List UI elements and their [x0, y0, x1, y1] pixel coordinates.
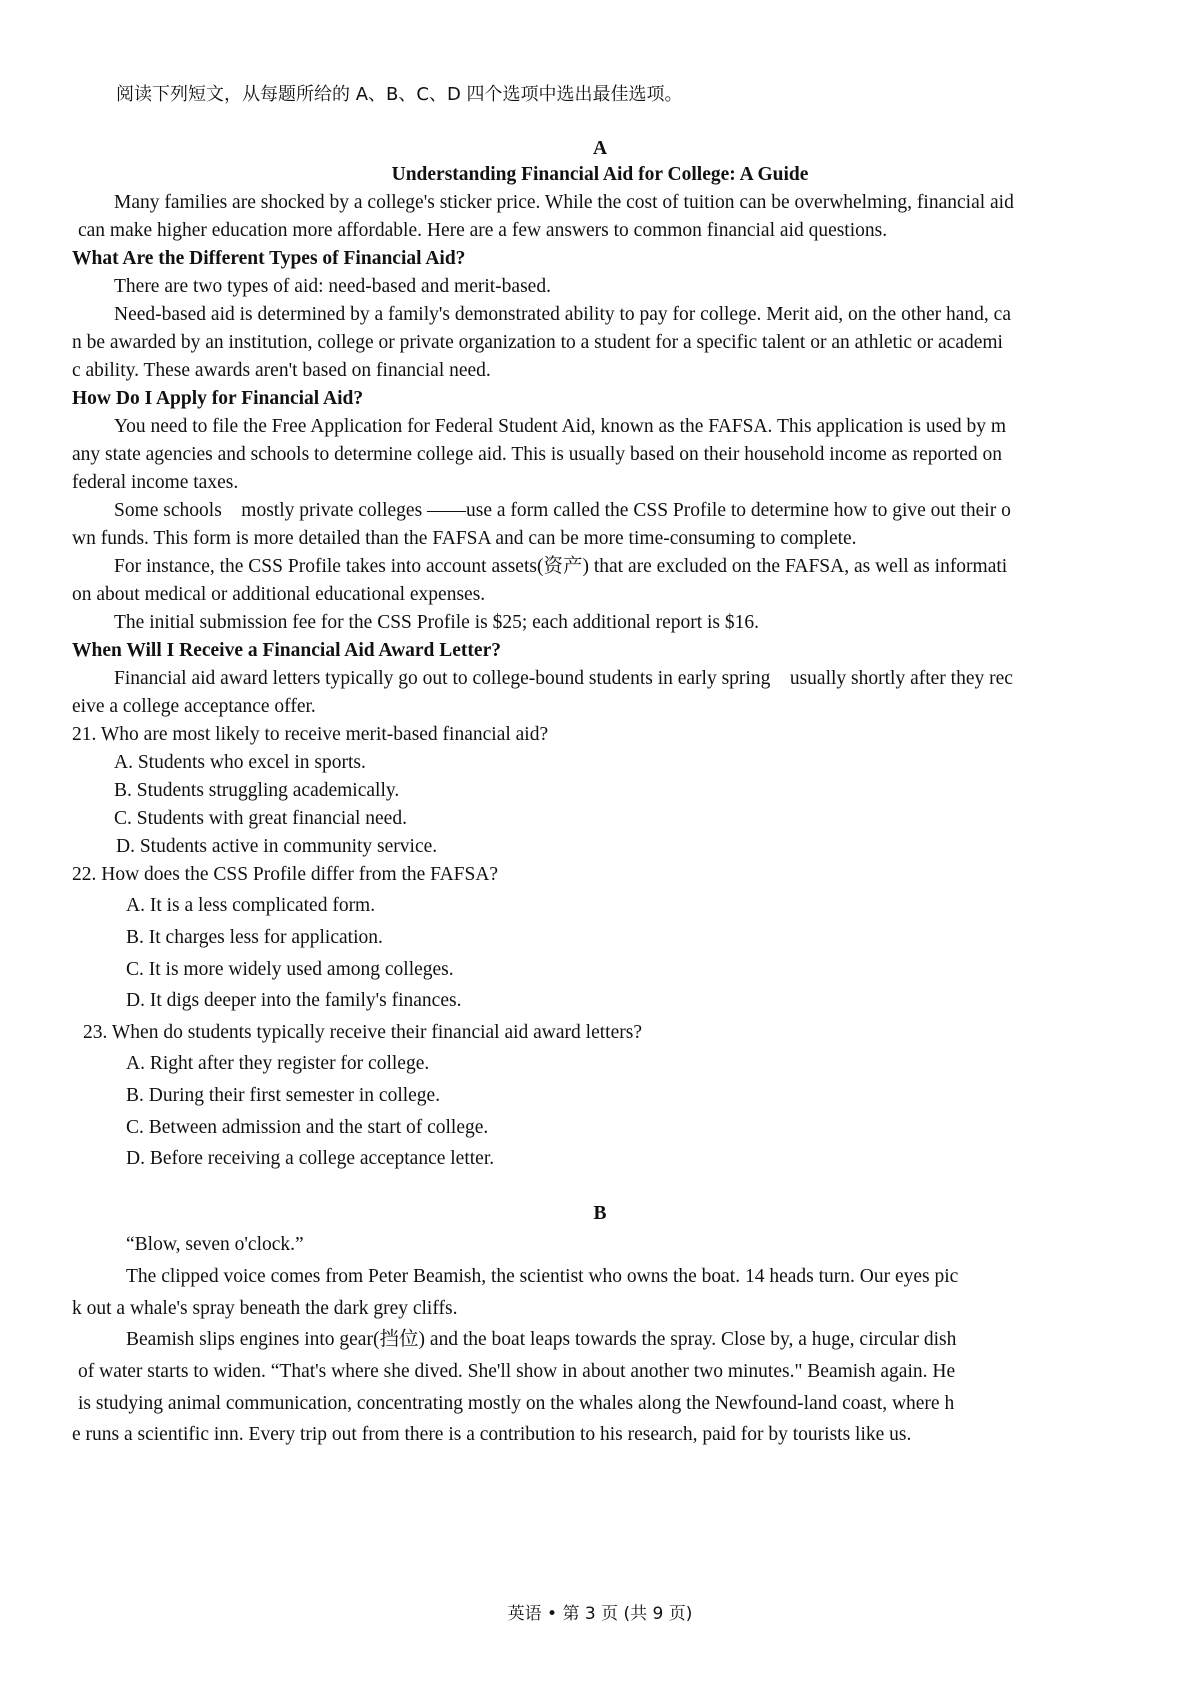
- paragraph-award-2: eive a college acceptance offer.: [72, 696, 316, 717]
- paragraph-fee: The initial submission fee for the CSS Profile is $25; each additional report is $16.: [114, 612, 760, 633]
- section-b-label: B: [593, 1203, 607, 1224]
- question-22-option-d: D. It digs deeper into the family's finances.: [126, 990, 462, 1011]
- paragraph-assets-2: on about medical or additional educational expenses.: [72, 584, 486, 605]
- section-b-paragraph-3-line-3: is studying animal communication, concentrating mostly on the whales along the Newfound-land coast, where h: [78, 1393, 955, 1414]
- paragraph-assets-1: For instance, the CSS Profile takes into account assets(资产) that are excluded on the FAFSA, as well as informati: [114, 556, 1008, 577]
- question-23-option-c: C. Between admission and the start of college.: [126, 1117, 489, 1138]
- paragraph-need-merit-3: c ability. These awards aren't based on financial need.: [72, 360, 491, 381]
- question-23-option-a: A. Right after they register for college.: [126, 1053, 430, 1074]
- intro-line-1: Many families are shocked by a college's sticker price. While the cost of tuition can be overwhelming, financial aid: [114, 192, 1014, 213]
- question-21-option-d: D. Students active in community service.: [116, 836, 438, 857]
- question-22-option-a: A. It is a less complicated form.: [126, 895, 376, 916]
- paragraph-award-1: Financial aid award letters typically go out to college-bound students in early spring usually shortly after they rec: [114, 668, 1013, 689]
- question-23-option-b: B. During their first semester in college.: [126, 1085, 441, 1106]
- question-21-option-a: A. Students who excel in sports.: [114, 752, 366, 773]
- paragraph-need-merit-1: Need-based aid is determined by a family's demonstrated ability to pay for college. Merit aid, on the other hand, ca: [114, 304, 1011, 325]
- paragraph-fafsa-2: any state agencies and schools to determine college aid. This is usually based on their household income as reported on: [72, 444, 1002, 465]
- question-23-stem: 23. When do students typically receive their financial aid award letters?: [83, 1022, 642, 1043]
- question-21-stem: 21. Who are most likely to receive merit-based financial aid?: [72, 724, 549, 745]
- paragraph-need-merit-2: n be awarded by an institution, college or private organization to a student for a specific talent or an athletic or academi: [72, 332, 1003, 353]
- heading-types-of-aid: What Are the Different Types of Financial Aid?: [72, 248, 466, 269]
- paragraph-types: There are two types of aid: need-based and merit-based.: [114, 276, 551, 297]
- section-a-label: A: [592, 138, 608, 159]
- section-b-paragraph-3-line-2: of water starts to widen. “That's where she dived. She'll show in about another two minutes." Beamish again. He: [78, 1361, 956, 1382]
- instruction-text: 阅读下列短文，从每题所给的 A、B、C、D 四个选项中选出最佳选项。: [116, 84, 683, 105]
- paragraph-fafsa-3: federal income taxes.: [72, 472, 239, 493]
- section-b-paragraph-3-line-4: e runs a scientific inn. Every trip out from there is a contribution to his research, paid for by tourists like us.: [72, 1424, 912, 1445]
- intro-line-2: can make higher education more affordable. Here are a few answers to common financial aid questions.: [78, 220, 888, 241]
- heading-award-letter: When Will I Receive a Financial Aid Award Letter?: [72, 640, 501, 661]
- question-22-stem: 22. How does the CSS Profile differ from the FAFSA?: [72, 864, 499, 885]
- question-21-option-c: C. Students with great financial need.: [114, 808, 407, 829]
- section-a-title: Understanding Financial Aid for College: A Guide: [391, 164, 809, 185]
- heading-apply: How Do I Apply for Financial Aid?: [72, 388, 364, 409]
- section-b-paragraph-1: “Blow, seven o'clock.”: [126, 1234, 304, 1255]
- paragraph-fafsa-1: You need to file the Free Application for Federal Student Aid, known as the FAFSA. This application is used by m: [114, 416, 1007, 437]
- section-b-paragraph-2-line-2: k out a whale's spray beneath the dark grey cliffs.: [72, 1298, 458, 1319]
- question-23-option-d: D. Before receiving a college acceptance letter.: [126, 1148, 495, 1169]
- question-21-option-b: B. Students struggling academically.: [114, 780, 400, 801]
- question-22-option-c: C. It is more widely used among colleges.: [126, 959, 454, 980]
- section-b-paragraph-3-line-1: Beamish slips engines into gear(挡位) and the boat leaps towards the spray. Close by, a huge, circular dish: [126, 1329, 957, 1350]
- page-footer: 英语 • 第 3 页 (共 9 页): [507, 1604, 693, 1624]
- question-22-option-b: B. It charges less for application.: [126, 927, 383, 948]
- section-b-paragraph-2-line-1: The clipped voice comes from Peter Beamish, the scientist who owns the boat. 14 heads turn. Our eyes pic: [126, 1266, 959, 1287]
- paragraph-css-2: wn funds. This form is more detailed than the FAFSA and can be more time-consuming to complete.: [72, 528, 857, 549]
- paragraph-css-1: Some schools mostly private colleges ——use a form called the CSS Profile to determine how to give out their o: [114, 500, 1011, 521]
